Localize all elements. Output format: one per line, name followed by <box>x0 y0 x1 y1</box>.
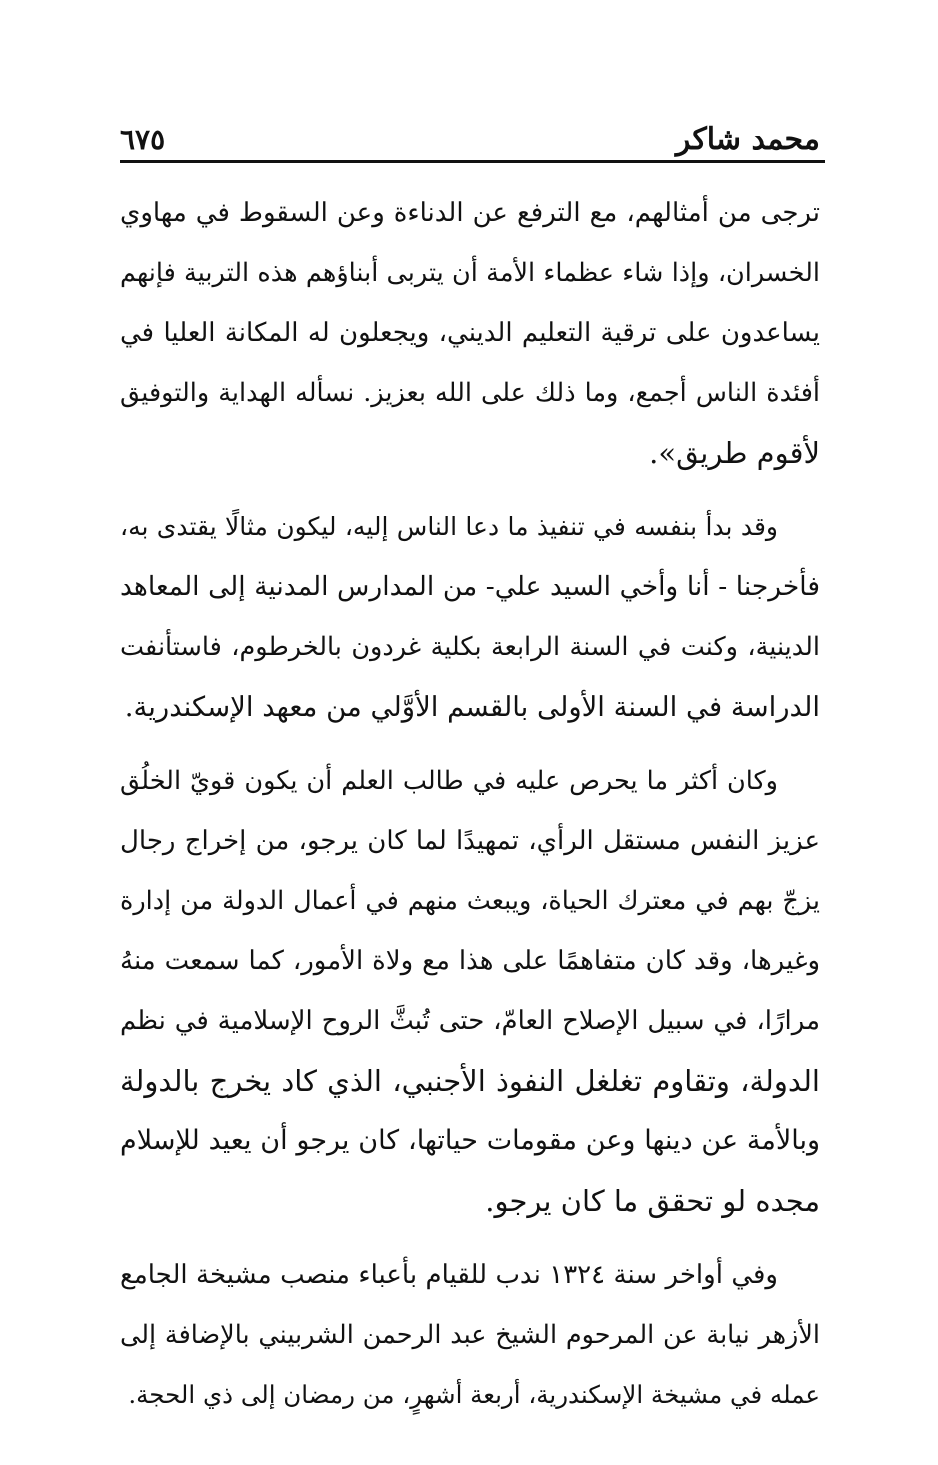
text-line: وفي أواخر سنة ١٣٢٤ ندب للقيام بأعباء منصب مشيخة الجامع <box>120 1260 778 1290</box>
paragraph <box>120 751 820 1231</box>
text-line: وقد بدأ بنفسه في تنفيذ ما دعا الناس إليه، ليكون مثالًا يقتدى به، <box>120 512 778 541</box>
text-line: عزيز النفس مستقل الرأي، تمهيدًا لما كان يرجو، من إخراج رجال <box>120 826 820 856</box>
text-line: فأخرجنا - أنا وأخي السيد علي- من المدارس المدنية إلى المعاهد <box>120 571 820 602</box>
text-line: الدولة، وتقاوم تغلغل النفوذ الأجنبي، الذي كاد يخرج بالدولة <box>120 1064 820 1098</box>
running-header <box>120 112 820 160</box>
paragraph <box>120 183 820 483</box>
text-line: ترجى من أمثالهم، مع الترفع عن الدناءة وعن السقوط في مهاوي <box>120 198 820 228</box>
text-line: أفئدة الناس أجمع، وما ذلك على الله بعزيز. نسأله الهداية والتوفيق <box>120 378 820 408</box>
text-line: الدراسة في السنة الأولى بالقسم الأوَّلي من معهد الإسكندرية. <box>124 691 820 723</box>
text-line: الخسران، وإذا شاء عظماء الأمة أن يتربى أبناؤهم هذه التربية فإنهم <box>120 258 820 288</box>
text-line: مجده لو تحقق ما كان يرجو. <box>485 1184 820 1218</box>
text-line: يساعدون على ترقية التعليم الديني، ويجعلون له المكانة العليا في <box>120 318 820 348</box>
text-line: مرارًا، في سبيل الإصلاح العامّ، حتى تُبثَّ الروح الإسلامية في نظم <box>120 1006 820 1036</box>
page-number: ٦٧٥ <box>120 123 166 156</box>
header-divider <box>120 160 825 163</box>
paragraph <box>120 1245 820 1425</box>
running-header-author: محمد شاكر <box>675 122 820 157</box>
paragraph <box>120 497 820 737</box>
text-line: وبالأمة عن دينها وعن مقومات حياتها، كان يرجو أن يعيد للإسلام <box>120 1125 820 1156</box>
text-line: الدينية، وكنت في السنة الرابعة بكلية غردون بالخرطوم، فاستأنفت <box>120 632 820 662</box>
text-line: وغيرها، وقد كان متفاهمًا على هذا مع ولاة الأمور، كما سمعت منهُ <box>120 946 820 976</box>
text-line: وكان أكثر ما يحرص عليه في طالب العلم أن يكون قويّ الخلُق <box>120 766 778 796</box>
text-line: يزجّ بهم في معترك الحياة، ويبعث منهم في أعمال الدولة من إدارة <box>120 886 820 916</box>
text-line: عمله في مشيخة الإسكندرية، أربعة أشهرٍ، من رمضان إلى ذي الحجة. <box>128 1380 820 1409</box>
body-text <box>120 183 820 1439</box>
text-line: لأقوم طريق». <box>649 436 820 470</box>
text-line: الأزهر نيابة عن المرحوم الشيخ عبد الرحمن الشربيني بالإضافة إلى <box>120 1320 820 1350</box>
